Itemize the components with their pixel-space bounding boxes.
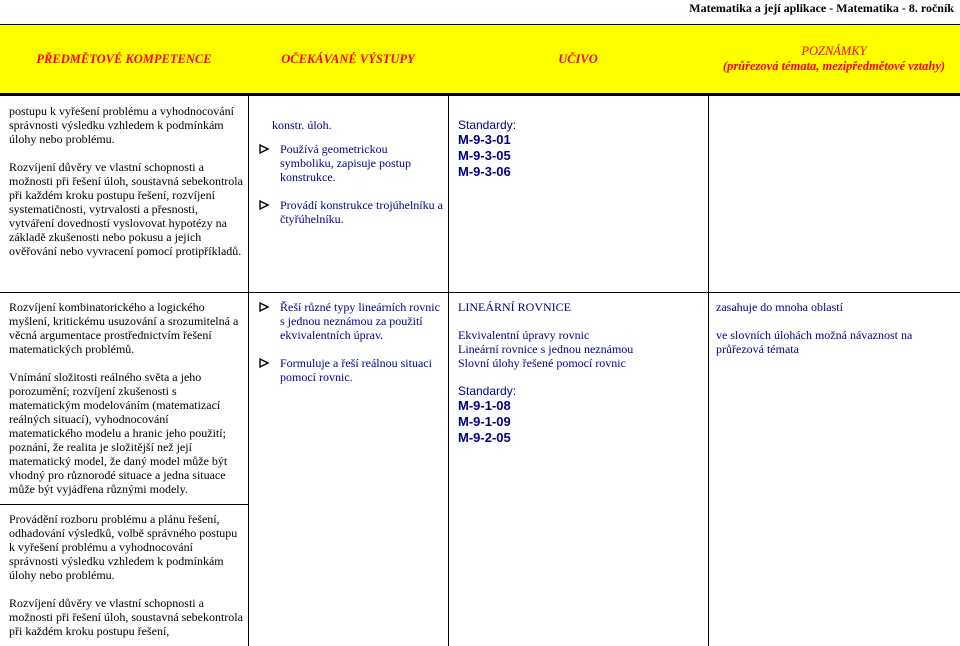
header-outputs-label: OČEKÁVANÉ VÝSTUPY <box>281 51 415 66</box>
page-title: Matematika a její aplikace - Matematika - 8. ročník <box>689 1 954 15</box>
header-notes <box>708 25 960 93</box>
row1-curriculum <box>458 118 698 180</box>
topic-item: Slovní úlohy řešené pomocí rovnic <box>458 356 626 370</box>
standards-label: Standardy: <box>458 118 517 132</box>
row-divider <box>0 504 248 505</box>
topic-item: Lineární rovnice s jednou neznámou <box>458 342 634 356</box>
competence-text: Provádění rozboru problému a plánu řešení, odhadování výsledků, volbě správného postupu k vyřešení problému a vyhodnocování správnosti výsledku vzhledem k podmínkám úlohy nebo problému. <box>9 512 238 582</box>
header-outputs <box>248 25 448 93</box>
arrow-bullet-icon <box>258 142 270 156</box>
row3-competences <box>9 512 243 638</box>
header-competences <box>0 25 248 93</box>
output-text: Řeší různé typy lineárních rovnic s jednou neznámou za použití ekvivalentních úprav. <box>280 300 440 342</box>
output-text: Používá geometrickou symboliku, zapisuje postup konstrukce. <box>280 142 411 184</box>
header-competences-label: PŘEDMĚTOVÉ KOMPETENCE <box>36 51 212 66</box>
standard-code: M-9-3-05 <box>458 148 511 163</box>
note-text: zasahuje do mnoha oblastí <box>716 300 843 314</box>
standard-code: M-9-2-05 <box>458 430 511 445</box>
topic-title: LINEÁRNÍ ROVNICE <box>458 300 571 314</box>
standards-label: Standardy: <box>458 384 517 398</box>
standard-code: M-9-1-09 <box>458 414 511 429</box>
row1-outputs <box>256 118 444 240</box>
list-item <box>256 300 444 342</box>
column-divider <box>448 96 449 646</box>
standard-code: M-9-1-08 <box>458 398 511 413</box>
row2-outputs <box>256 300 444 398</box>
column-divider <box>248 96 249 646</box>
competence-text: Rozvíjení důvěry ve vlastní schopnosti a možnosti při řešení úloh, soustavná sebekontrola při každém kroku postupu řešení, rozvíjení systematičnosti, vytrvalosti a přesnosti, vytváření dovedností vyslovovat hypotézy na základě zkušenosti nebo pokusu a jejich ověřování nebo vyvracení pomocí protipříkladů. <box>9 160 243 258</box>
competence-text: Rozvíjení důvěry ve vlastní schopnosti a možnosti při řešení úloh, soustavná sebekontrola při každém kroku postupu řešení, <box>9 596 243 638</box>
row2-competences <box>9 300 243 496</box>
column-divider <box>708 96 709 646</box>
note-text: ve slovních úlohách možná návaznost na průřezová témata <box>716 328 913 356</box>
competence-text: Vnímání složitosti reálného světa a jeho porozumění; rozvíjení zkušenosti s matematickým modelováním (matematizací reálných situací), vyhodnocování matematického modelu a hranic jeho použití; poznání, že realita je složitější než její matematický model, že daný model může být vhodný pro různorodé situace a jedna situace může být vyjádřena různými modely. <box>9 370 228 496</box>
table-header <box>0 24 960 96</box>
arrow-bullet-icon <box>258 356 270 370</box>
list-item <box>256 356 444 384</box>
row2-notes <box>716 300 952 356</box>
row-divider <box>0 292 960 293</box>
competence-text: Rozvíjení kombinatorického a logického myšlení, kritickému usuzování a srozumitelná a věcná argumentace prostřednictvím řešení matematických problémů. <box>9 300 239 356</box>
header-notes-sublabel: (průřezová témata, mezipředmětové vztahy) <box>722 59 946 73</box>
standard-code: M-9-3-06 <box>458 164 511 179</box>
header-curriculum <box>448 25 708 93</box>
output-text: Formuluje a řeší reálnou situaci pomocí rovnic. <box>280 356 432 384</box>
list-item <box>256 142 444 184</box>
topic-item: Ekvivalentní úpravy rovnic <box>458 328 590 342</box>
header-curriculum-label: UČIVO <box>558 51 598 66</box>
standard-code: M-9-3-01 <box>458 132 511 147</box>
header-notes-label: POZNÁMKY <box>801 44 867 58</box>
row1-competences <box>9 104 243 258</box>
arrow-bullet-icon <box>258 300 270 314</box>
competence-text: postupu k vyřešení problému a vyhodnocování správnosti výsledku vzhledem k podmínkám úlohy nebo problému. <box>9 104 234 146</box>
output-text: Provádí konstrukce trojúhelníku a čtyřúhelníku. <box>280 198 443 226</box>
list-item <box>256 198 444 226</box>
row2-curriculum <box>458 300 698 446</box>
arrow-bullet-icon <box>258 198 270 212</box>
curriculum-table <box>0 96 960 646</box>
outputs-intro: konstr. úloh. <box>272 118 332 132</box>
